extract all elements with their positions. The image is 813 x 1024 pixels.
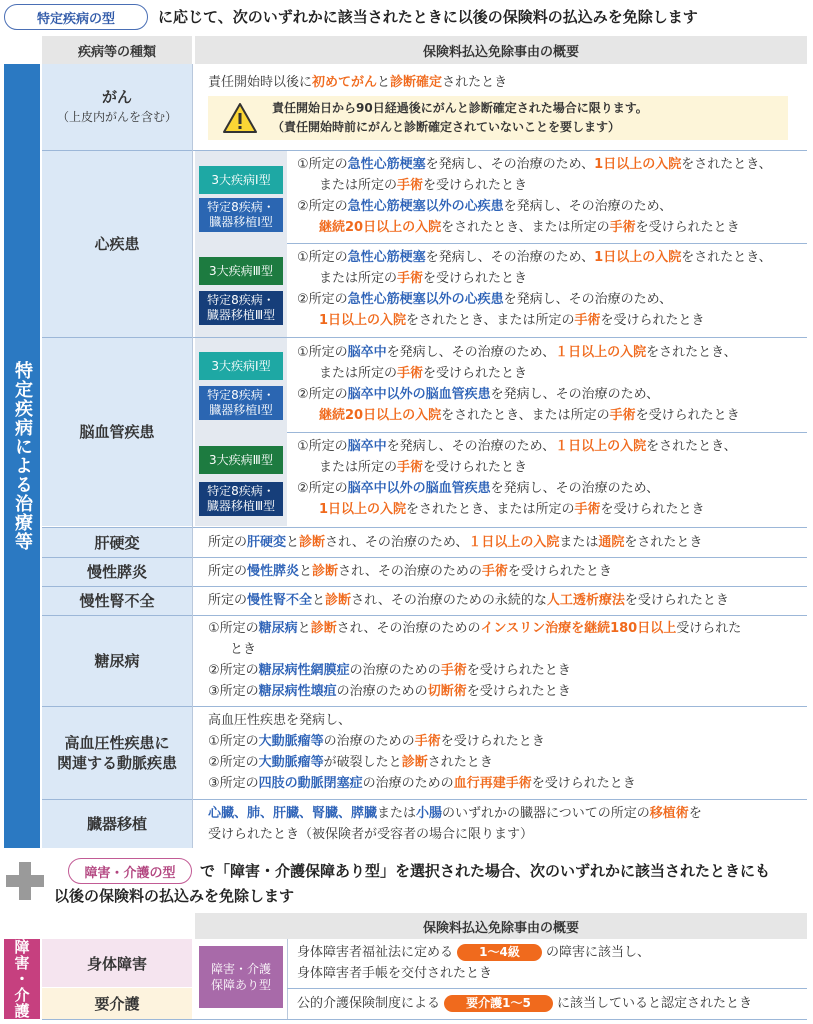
divider — [42, 1019, 807, 1020]
row-name-hypertension: 高血圧性疾患に 関連する動脈疾患 — [42, 707, 192, 799]
heart-type1-conditions: ①所定の急性心筋梗塞を発病し、その治療のため、1日以上の入院をされたとき、 または所定の手術を受けられたとき ②所定の急性心筋梗塞以外の心疾患を発病し、その治療のため、 継続20日以上の入院をされたとき、または所定の手術を受けられたとき — [297, 157, 772, 235]
tag-3-major-type1: 3大疾病Ⅰ型 — [199, 166, 283, 194]
warning-icon — [222, 102, 258, 134]
cancer-condition: 責任開始時以後に初めてがんと診断確定されたとき — [208, 75, 508, 90]
divider — [287, 988, 807, 989]
tag-3-major-type3: 3大疾病Ⅲ型 — [199, 257, 283, 285]
liver-condition: 所定の肝硬変と診断され、その治療のため、１日以上の入院または通院をされたとき — [208, 535, 703, 550]
row-name-physical-disability: 身体障害 — [42, 939, 192, 987]
divider — [287, 243, 807, 244]
renal-failure-condition: 所定の慢性腎不全と診断され、その治療のための永続的な人工透析療法を受けられたとき — [208, 593, 729, 608]
row-name-diabetes: 糖尿病 — [42, 616, 192, 706]
row-name-pancreatitis: 慢性膵炎 — [42, 558, 192, 586]
table2-header-summary: 保険料払込免除事由の概要 — [195, 913, 807, 939]
row-name-liver: 肝硬変 — [42, 528, 192, 557]
header-summary: 保険料払込免除事由の概要 — [195, 36, 807, 64]
divider — [287, 432, 807, 433]
organ-transplant-condition: 心臓、肺、肝臓、腎臓、膵臓または小腸のいずれかの臓器についての所定の移植術を 受けられたとき（被保険者が受容者の場合に限ります） — [208, 806, 702, 842]
tag-8-diseases-type1: 特定8疾病・ 臓器移植Ⅰ型 — [199, 198, 283, 232]
row-name-care-needed: 要介護 — [42, 988, 192, 1019]
cancer-warning-text: 責任開始日から90日経過後にがんと診断確定された場合に限ります。 （責任開始時前にがんと診断確定されていないことを要します） — [272, 101, 648, 134]
middle-headline-1: で「障害・介護保障あり型」を選択された場合、次のいずれかに該当されたときにも — [200, 862, 771, 880]
heart-type3-conditions: ①所定の急性心筋梗塞を発病し、その治療のため、1日以上の入院をされたとき、 または所定の手術を受けられたとき ②所定の急性心筋梗塞以外の心疾患を発病し、その治療のため、 1日以上の入院をされたとき、または所定の手術を受けられたとき — [297, 250, 772, 328]
column-divider — [287, 939, 288, 1019]
care-condition: 公的介護保険制度による 要介護1〜5 に該当していると認定されたとき — [297, 996, 753, 1011]
pancreatitis-condition: 所定の慢性膵炎と診断され、その治療のための手術を受けられたとき — [208, 564, 612, 579]
specific-disease-type-pill: 特定疾病の型 — [4, 4, 148, 30]
tag-8-diseases-type3: 特定8疾病・ 臓器移植Ⅲ型 — [199, 291, 283, 325]
tag-8-diseases-type3: 特定8疾病・ 臓器移植Ⅲ型 — [199, 482, 283, 516]
plus-icon — [4, 860, 46, 902]
middle-headline-2: 以後の保険料の払込みを免除します — [54, 887, 295, 905]
row-name-renal-failure: 慢性腎不全 — [42, 587, 192, 615]
top-headline: に応じて、次のいずれかに該当されたときに以後の保険料の払込みを免除します — [158, 8, 698, 26]
hypertension-conditions: 高血圧性疾患を発病し、 ①所定の大動脈瘤等の治療のための手術を受けられたとき ②所定の大動脈瘤等が破裂したと診断されたとき ③所定の四肢の動脈閉塞症の治療のための血行再建手術を受けられたとき — [208, 713, 636, 791]
brain-type3-conditions: ①所定の脳卒中を発病し、その治療のため、１日以上の入院をされたとき、 または所定の手術を受けられたとき ②所定の脳卒中以外の脳血管疾患を発病し、その治療のため、 1日以上の入院をされたとき、または所定の手術を受けられたとき — [297, 439, 737, 517]
sidebar-specific-disease: 特定疾病による治療等 — [4, 64, 40, 848]
row-name-heart: 心疾患 — [42, 151, 192, 337]
care-level-pill: 要介護1〜5 — [444, 995, 553, 1012]
disability-condition: 身体障害者福祉法に定める 1〜4級 の障害に該当し、 身体障害者手帳を交付されたとき — [297, 945, 651, 981]
grade-pill: 1〜4級 — [457, 944, 542, 961]
row-name-brain: 脳血管疾患 — [42, 338, 192, 526]
row-name-cancer: がん （上皮内がんを含む） — [42, 64, 192, 150]
sidebar-disability-care: 障害・介護 — [4, 939, 40, 1019]
tag-disability-care-type: 障害・介護 保障あり型 — [199, 946, 283, 1008]
row-name-organ-transplant: 臓器移植 — [42, 800, 192, 848]
diabetes-conditions: ①所定の糖尿病と診断され、その治療のためのインスリン治療を継続180日以上受けられた とき ②所定の糖尿病性網膜症の治療のための手術を受けられたとき ③所定の糖尿病性壊疽の治療のための切断術を受けられたとき — [208, 621, 742, 699]
disability-care-type-pill: 障害・介護の型 — [68, 858, 192, 884]
tag-3-major-type1: 3大疾病Ⅰ型 — [199, 352, 283, 380]
header-disease-type: 疾病等の種類 — [42, 36, 192, 64]
tag-3-major-type3: 3大疾病Ⅲ型 — [199, 446, 283, 474]
brain-type1-conditions: ①所定の脳卒中を発病し、その治療のため、１日以上の入院をされたとき、 または所定の手術を受けられたとき ②所定の脳卒中以外の脳血管疾患を発病し、その治療のため、 継続20日以上の入院をされたとき、または所定の手術を受けられたとき — [297, 345, 740, 423]
tag-8-diseases-type1: 特定8疾病・ 臓器移植Ⅰ型 — [199, 386, 283, 420]
column-divider — [192, 64, 193, 848]
